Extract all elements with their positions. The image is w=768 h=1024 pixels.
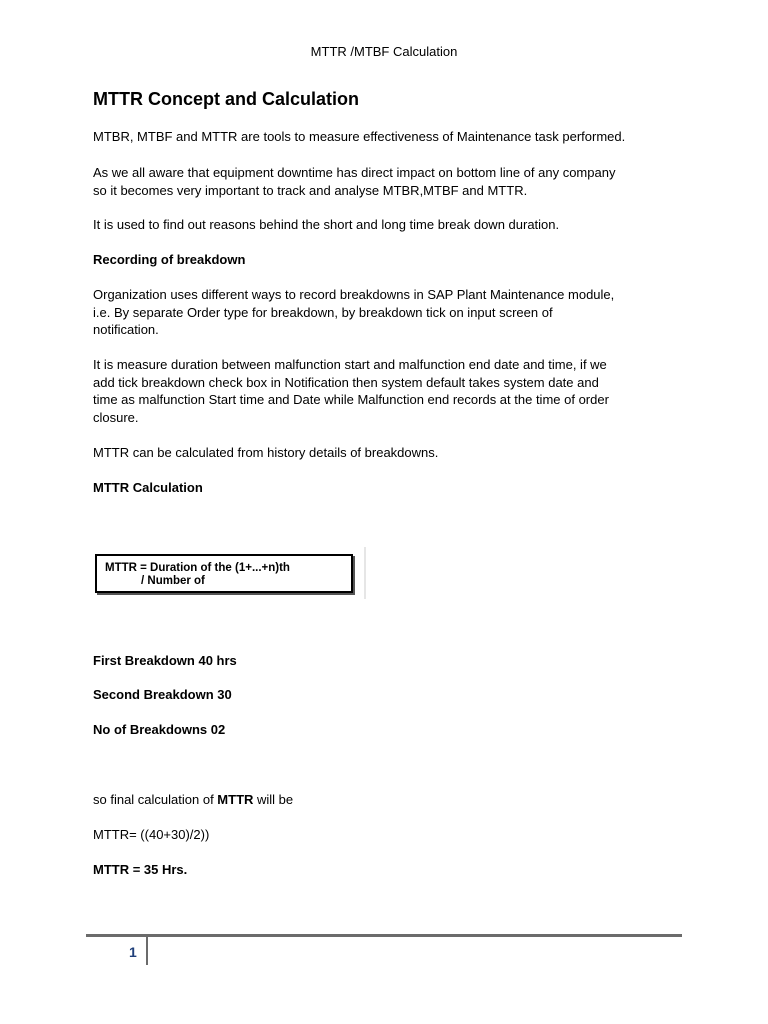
calculation-result: MTTR = 35 Hrs. — [93, 862, 188, 877]
paragraph-purpose: It is used to find out reasons behind the short and long time break down duration. — [93, 217, 560, 232]
paragraph-organization — [93, 286, 683, 339]
paragraph-line: so it becomes very important to track and analyse MTBR,MTBF and MTTR. — [93, 182, 528, 198]
footer-divider — [146, 937, 148, 965]
paragraph-line: Organization uses different ways to record breakdowns in SAP Plant Maintenance module, — [93, 287, 615, 302]
paragraph-line: i.e. By separate Order type for breakdown, by breakdown tick on input screen of — [93, 304, 553, 320]
formula-box — [95, 554, 353, 593]
heading-recording: Recording of breakdown — [93, 252, 246, 267]
footer-rule — [86, 934, 682, 937]
final-mttr-bold: MTTR — [217, 792, 254, 807]
formula-line: MTTR = Duration of the (1+...+n)th — [105, 562, 290, 574]
formula-line: / Number of — [141, 575, 205, 587]
page-number: 1 — [129, 944, 137, 960]
paragraph-duration — [93, 356, 683, 426]
paragraph-line: closure. — [93, 409, 139, 425]
final-prefix: so final calculation of — [93, 792, 218, 807]
example-first-breakdown: First Breakdown 40 hrs — [93, 653, 237, 668]
paragraph-line: It is measure duration between malfunction start and malfunction end date and time, if we — [93, 357, 607, 372]
document-title: MTTR Concept and Calculation — [93, 89, 360, 109]
heading-mttr-calculation: MTTR Calculation — [93, 480, 203, 495]
example-breakdown-count: No of Breakdowns 02 — [93, 722, 226, 737]
formula-image-edge — [364, 547, 366, 599]
calculation-expression: MTTR= ((40+30)/2)) — [93, 827, 210, 842]
paragraph-line: time as malfunction Start time and Date while Malfunction end records at the time of order — [93, 392, 609, 407]
paragraph-downtime — [93, 164, 683, 199]
paragraph-line: notification. — [93, 322, 159, 337]
example-second-breakdown: Second Breakdown 30 — [93, 687, 232, 702]
paragraph-line: add tick breakdown check box in Notification then system default takes system date and — [93, 374, 599, 390]
paragraph-history: MTTR can be calculated from history details of breakdowns. — [93, 445, 439, 460]
paragraph-line: As we all aware that equipment downtime has direct impact on bottom line of any company — [93, 165, 616, 180]
page-header: MTTR /MTBF Calculation — [310, 44, 458, 59]
final-calculation-text — [93, 791, 683, 809]
paragraph-intro: MTBR, MTBF and MTTR are tools to measure effectiveness of Maintenance task performed. — [93, 129, 626, 144]
final-suffix: will be — [253, 792, 294, 807]
